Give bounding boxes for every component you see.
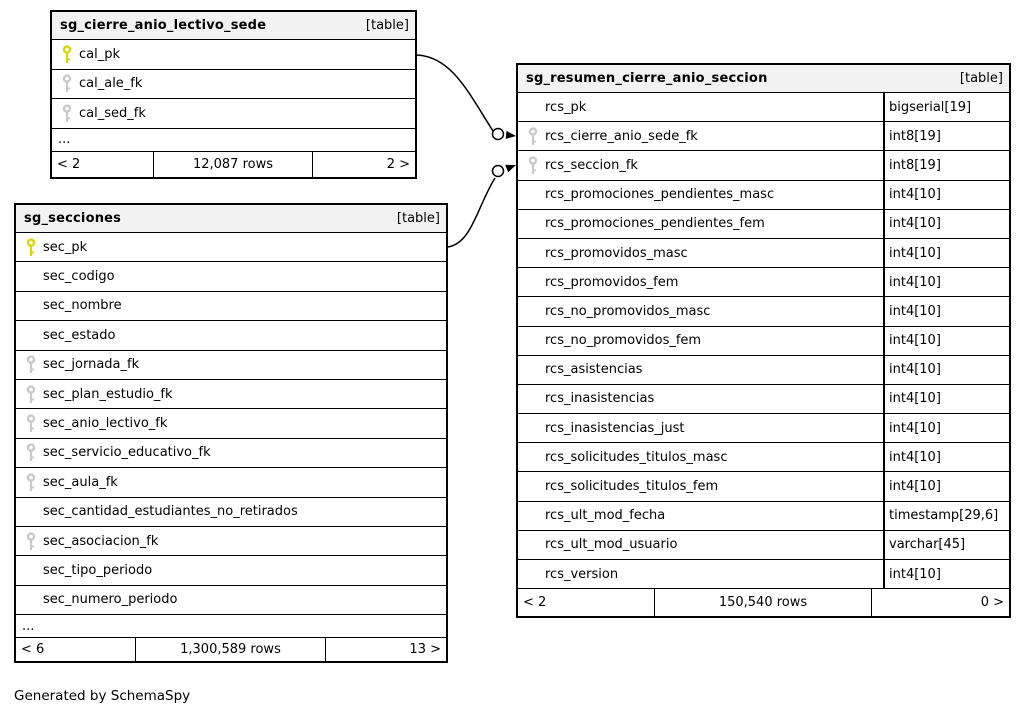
column-name: rcs_pk bbox=[545, 99, 587, 115]
column-row[interactable] bbox=[518, 151, 1009, 180]
footer-parents-count: < 2 bbox=[518, 589, 655, 616]
column-name-cell bbox=[518, 268, 883, 296]
column-row[interactable] bbox=[16, 351, 446, 380]
column-row[interactable] bbox=[16, 527, 446, 556]
table-type-badge: [table] bbox=[959, 71, 1003, 86]
column-name: rcs_no_promovidos_masc bbox=[545, 303, 711, 319]
column-row[interactable] bbox=[16, 498, 446, 527]
column-type: int8[19] bbox=[883, 122, 1009, 150]
column-row[interactable] bbox=[16, 556, 446, 585]
column-type: int4[10] bbox=[883, 356, 1009, 384]
column-row[interactable] bbox=[52, 70, 415, 100]
table-node-sg-resumen-cierre-anio-seccion bbox=[516, 63, 1011, 618]
foreign-key-icon bbox=[60, 74, 73, 93]
column-name-cell bbox=[518, 502, 883, 530]
table-type-badge: [table] bbox=[365, 18, 409, 33]
column-name: sec_cantidad_estudiantes_no_retirados bbox=[43, 504, 298, 520]
column-name: cal_pk bbox=[79, 46, 121, 62]
column-name-cell bbox=[518, 560, 883, 588]
column-name: sec_pk bbox=[43, 239, 88, 255]
column-type: int4[10] bbox=[883, 268, 1009, 296]
column-name: sec_anio_lectivo_fk bbox=[43, 416, 168, 432]
edge-endpoint-circle-icon bbox=[493, 129, 504, 140]
column-row[interactable] bbox=[518, 560, 1009, 589]
column-type: int4[10] bbox=[883, 181, 1009, 209]
column-type: int8[19] bbox=[883, 151, 1009, 179]
table-node-sg-cierre-anio-lectivo-sede bbox=[50, 10, 417, 179]
table-footer bbox=[518, 589, 1009, 616]
edge-arrowhead-icon bbox=[505, 165, 516, 172]
column-name: rcs_ult_mod_fecha bbox=[545, 508, 666, 524]
column-row[interactable] bbox=[518, 239, 1009, 268]
foreign-key-icon bbox=[526, 156, 539, 175]
column-name-cell bbox=[16, 586, 446, 614]
footer-row-count: 12,087 rows bbox=[154, 152, 314, 177]
column-type: varchar[45] bbox=[883, 531, 1009, 559]
foreign-key-icon bbox=[526, 127, 539, 146]
column-name: rcs_seccion_fk bbox=[545, 157, 638, 173]
column-name: rcs_solicitudes_titulos_masc bbox=[545, 449, 728, 465]
footer-parents-count: < 6 bbox=[16, 638, 136, 661]
column-row[interactable] bbox=[52, 99, 415, 129]
column-name: rcs_promovidos_fem bbox=[545, 274, 679, 290]
column-name-cell bbox=[16, 468, 446, 496]
column-row[interactable] bbox=[518, 297, 1009, 326]
column-name-cell bbox=[16, 292, 446, 320]
column-row[interactable] bbox=[52, 40, 415, 70]
column-row[interactable] bbox=[518, 327, 1009, 356]
column-name: sec_nombre bbox=[43, 298, 122, 314]
column-name-cell bbox=[518, 414, 883, 442]
column-name-cell bbox=[16, 409, 446, 437]
column-name-cell bbox=[518, 239, 883, 267]
table-title: sg_resumen_cierre_anio_seccion bbox=[526, 71, 768, 86]
column-name-cell bbox=[518, 472, 883, 500]
column-type: int4[10] bbox=[883, 327, 1009, 355]
column-name-cell bbox=[16, 321, 446, 349]
column-type: int4[10] bbox=[883, 560, 1009, 588]
table-type-badge: [table] bbox=[396, 211, 440, 226]
column-name-cell bbox=[16, 351, 446, 379]
column-row[interactable] bbox=[518, 472, 1009, 501]
column-name-cell bbox=[518, 385, 883, 413]
column-name: sec_numero_periodo bbox=[43, 592, 178, 608]
column-name: cal_ale_fk bbox=[79, 76, 143, 92]
primary-key-icon bbox=[60, 45, 73, 64]
column-name: rcs_promovidos_masc bbox=[545, 245, 688, 261]
column-name: rcs_version bbox=[545, 566, 619, 582]
column-name-cell bbox=[16, 233, 446, 261]
foreign-key-icon bbox=[24, 532, 37, 551]
column-row[interactable] bbox=[16, 262, 446, 291]
column-type: timestamp[29,6] bbox=[883, 502, 1009, 530]
table-header[interactable] bbox=[52, 12, 415, 40]
column-name-cell bbox=[52, 70, 415, 99]
column-name: rcs_cierre_anio_sede_fk bbox=[545, 128, 698, 144]
column-type: int4[10] bbox=[883, 385, 1009, 413]
column-row[interactable] bbox=[518, 414, 1009, 443]
column-row[interactable] bbox=[518, 268, 1009, 297]
column-row[interactable] bbox=[518, 502, 1009, 531]
column-name: sec_estado bbox=[43, 327, 116, 343]
column-name-cell bbox=[518, 93, 883, 121]
column-name-cell bbox=[518, 181, 883, 209]
foreign-key-icon bbox=[24, 473, 37, 492]
column-name-cell bbox=[16, 498, 446, 526]
table-header[interactable] bbox=[518, 65, 1009, 93]
column-type: int4[10] bbox=[883, 210, 1009, 238]
column-name: rcs_no_promovidos_fem bbox=[545, 333, 702, 349]
footer-row-count: 1,300,589 rows bbox=[136, 638, 325, 661]
more-columns-row: ... bbox=[52, 129, 415, 152]
column-name: sec_asociacion_fk bbox=[43, 533, 159, 549]
column-row[interactable] bbox=[518, 356, 1009, 385]
column-name: sec_plan_estudio_fk bbox=[43, 386, 173, 402]
table-header[interactable] bbox=[16, 205, 446, 233]
column-name-cell bbox=[52, 99, 415, 128]
footer-parents-count: < 2 bbox=[52, 152, 154, 177]
footer-children-count: 13 > bbox=[409, 642, 441, 658]
column-name: sec_servicio_educativo_fk bbox=[43, 445, 211, 461]
footer-row-count: 150,540 rows bbox=[655, 589, 871, 616]
column-name-cell bbox=[16, 527, 446, 555]
column-type: bigserial[19] bbox=[883, 93, 1009, 121]
column-row[interactable] bbox=[518, 443, 1009, 472]
column-name: cal_sed_fk bbox=[79, 105, 146, 121]
column-type: int4[10] bbox=[883, 414, 1009, 442]
column-name: rcs_solicitudes_titulos_fem bbox=[545, 479, 719, 495]
column-row[interactable] bbox=[16, 586, 446, 615]
column-name: sec_aula_fk bbox=[43, 474, 118, 490]
table-footer bbox=[16, 638, 446, 661]
table-node-sg-secciones bbox=[14, 203, 448, 663]
foreign-key-icon bbox=[24, 355, 37, 374]
table-title: sg_cierre_anio_lectivo_sede bbox=[60, 18, 267, 33]
column-name: rcs_inasistencias bbox=[545, 391, 655, 407]
column-type: int4[10] bbox=[883, 472, 1009, 500]
foreign-key-icon bbox=[60, 104, 73, 123]
column-type: int4[10] bbox=[883, 239, 1009, 267]
more-columns-row: ... bbox=[16, 615, 446, 638]
column-row[interactable] bbox=[518, 210, 1009, 239]
foreign-key-icon bbox=[24, 443, 37, 462]
column-row[interactable] bbox=[518, 181, 1009, 210]
column-name: sec_codigo bbox=[43, 269, 115, 285]
relationship-edge-cal-pk-to-rcs-cierre-anio-sede-fk bbox=[417, 55, 516, 140]
column-name: rcs_promociones_pendientes_fem bbox=[545, 216, 765, 232]
column-name-cell bbox=[16, 556, 446, 584]
column-name-cell bbox=[518, 443, 883, 471]
column-row[interactable] bbox=[518, 122, 1009, 151]
column-row[interactable] bbox=[16, 233, 446, 262]
column-row[interactable] bbox=[518, 385, 1009, 414]
column-name-cell bbox=[16, 380, 446, 408]
column-name-cell bbox=[16, 439, 446, 467]
footer-children-count: 2 > bbox=[386, 156, 410, 172]
column-name-cell bbox=[518, 531, 883, 559]
column-name: rcs_promociones_pendientes_masc bbox=[545, 187, 775, 203]
column-name-cell bbox=[518, 210, 883, 238]
column-row[interactable] bbox=[518, 93, 1009, 122]
column-name-cell bbox=[518, 151, 883, 179]
footer-children-count: 0 > bbox=[980, 595, 1004, 611]
foreign-key-icon bbox=[24, 414, 37, 433]
column-row[interactable] bbox=[16, 321, 446, 350]
column-row[interactable] bbox=[16, 439, 446, 468]
column-type: int4[10] bbox=[883, 297, 1009, 325]
column-row[interactable] bbox=[16, 292, 446, 321]
table-title: sg_secciones bbox=[24, 211, 122, 226]
foreign-key-icon bbox=[24, 385, 37, 404]
column-name-cell bbox=[518, 122, 883, 150]
column-name-cell bbox=[518, 327, 883, 355]
column-name: rcs_ult_mod_usuario bbox=[545, 537, 678, 553]
column-name: sec_tipo_periodo bbox=[43, 562, 153, 578]
column-name-cell bbox=[52, 40, 415, 69]
column-type: int4[10] bbox=[883, 443, 1009, 471]
column-row[interactable] bbox=[518, 531, 1009, 560]
column-name: rcs_asistencias bbox=[545, 362, 643, 378]
column-row[interactable] bbox=[16, 468, 446, 497]
column-name: rcs_inasistencias_just bbox=[545, 420, 685, 436]
generated-by-caption: Generated by SchemaSpy bbox=[14, 688, 191, 704]
primary-key-icon bbox=[24, 238, 37, 257]
edge-arrowhead-icon bbox=[506, 131, 516, 139]
table-footer bbox=[52, 152, 415, 177]
column-name-cell bbox=[518, 297, 883, 325]
column-row[interactable] bbox=[16, 409, 446, 438]
column-name: sec_jornada_fk bbox=[43, 357, 140, 373]
edge-endpoint-circle-icon bbox=[493, 166, 504, 177]
column-name-cell bbox=[518, 356, 883, 384]
column-name-cell bbox=[16, 262, 446, 290]
column-row[interactable] bbox=[16, 380, 446, 409]
relationship-edge-sec-pk-to-rcs-seccion-fk bbox=[448, 165, 516, 247]
